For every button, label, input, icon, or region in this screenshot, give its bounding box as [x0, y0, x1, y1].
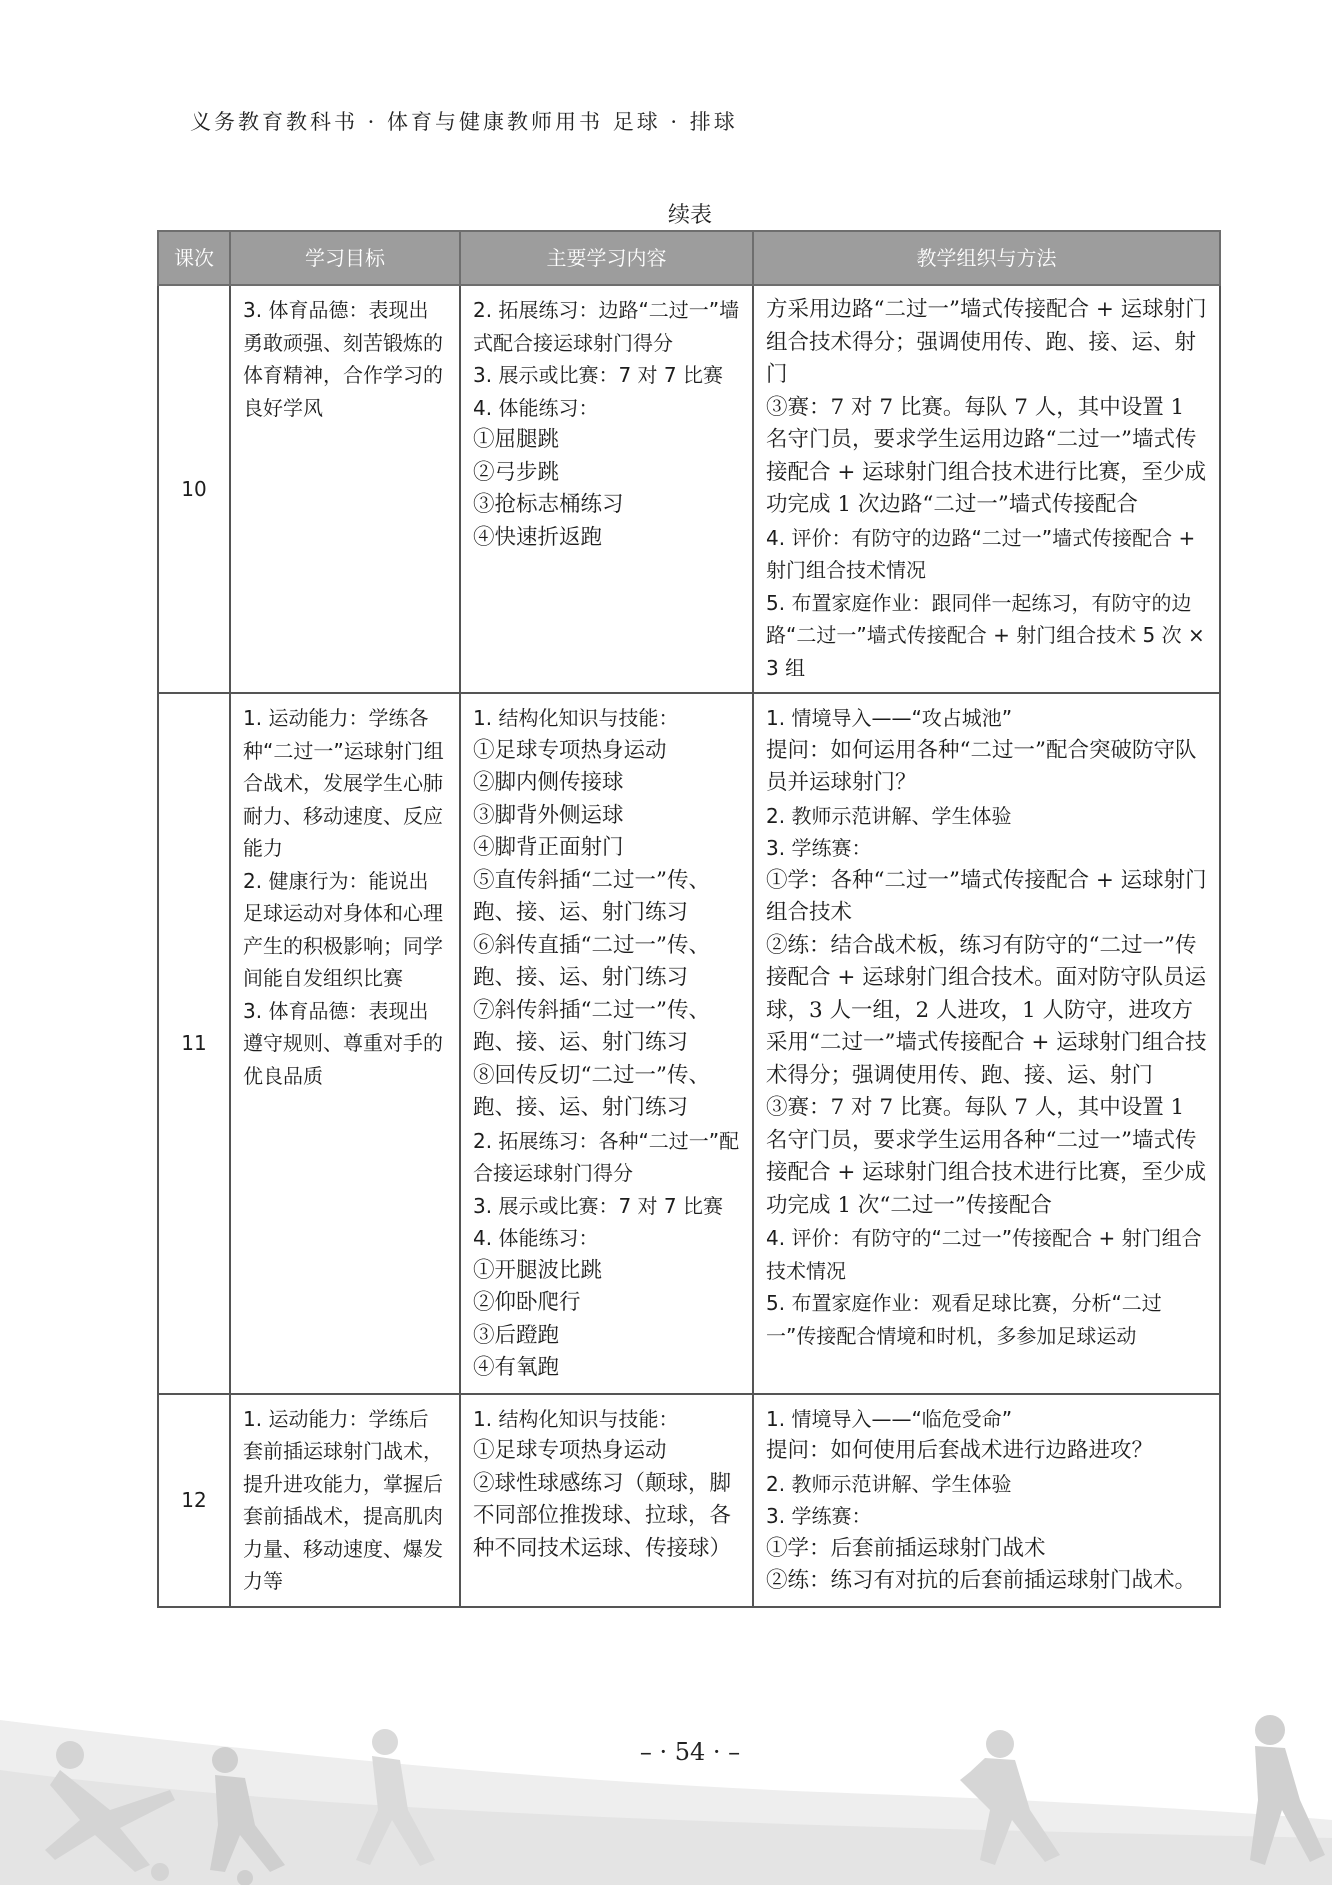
content-line: ⑧回传反切“二过一”传、跑、接、运、射门练习 — [473, 1062, 710, 1120]
running-head: 义务教育教科书 · 体育与健康教师用书 足球 · 排球 — [190, 110, 738, 134]
content-line: ②弓步跳 — [473, 459, 560, 485]
table-row — [158, 693, 1220, 1394]
column-header-goals: 学习目标 — [230, 231, 460, 285]
goals-line: 1. 运动能力：学练后套前插运球射门战术，提升进攻能力，掌握后套前插战术，提高肌肉力量、移动速度、爆发力等 — [243, 1406, 443, 1593]
content-line: ⑦斜传斜插“二过一”传、跑、接、运、射门练习 — [473, 997, 710, 1055]
content-line: 3. 展示或比赛：7 对 7 比赛 — [473, 363, 723, 387]
content-line: 4. 体能练习： — [473, 1226, 599, 1250]
methods-cell — [753, 693, 1220, 1394]
content-line: 4. 体能练习： — [473, 395, 599, 420]
methods-line: ③赛：7 对 7 比赛。每队 7 人，其中设置 1 名守门员，要求学生运用边路“二过一”墙式传接配合 + 运球射门组合技术进行比赛，至少成功完成 1 次边路“二过一”墙式传接配合 — [766, 394, 1207, 517]
content-line: ③后蹬跑 — [473, 1322, 560, 1348]
goals-line: 3. 体育品德：表现出遵守规则、尊重对手的优良品质 — [243, 998, 443, 1088]
table-row — [158, 1394, 1220, 1607]
methods-line: 2. 教师示范讲解、学生体验 — [766, 803, 1012, 828]
methods-line: 1. 情境导入——“攻占城池” — [766, 706, 1013, 730]
content-line: 3. 展示或比赛：7 对 7 比赛 — [473, 1193, 723, 1218]
lesson-number-cell: 10 — [158, 285, 230, 693]
methods-line: 5. 布置家庭作业：跟同伴一起练习，有防守的边路“二过一”墙式传接配合 + 射门组合技术 5 次 ×3 组 — [766, 590, 1205, 680]
methods-cell — [753, 285, 1220, 693]
content-line: 1. 结构化知识与技能： — [473, 706, 679, 730]
goals-cell — [230, 285, 460, 693]
column-header-content: 主要学习内容 — [460, 231, 753, 285]
content-line: ②仰卧爬行 — [473, 1290, 581, 1315]
methods-line: 提问：如何使用后套战术进行边路进攻？ — [766, 1438, 1154, 1463]
content-line: ②脚内侧传接球 — [473, 770, 624, 795]
content-line: ④快速折返跑 — [473, 524, 603, 550]
content-cell — [460, 285, 753, 693]
content-line: ④有氧跑 — [473, 1355, 560, 1380]
column-header-methods: 教学组织与方法 — [753, 231, 1220, 285]
content-line: ①足球专项热身运动 — [473, 1438, 667, 1463]
methods-line: 2. 教师示范讲解、学生体验 — [766, 1471, 1012, 1496]
content-line: ①足球专项热身运动 — [473, 737, 667, 763]
methods-line: ③赛：7 对 7 比赛。每队 7 人，其中设置 1 名守门员，要求学生运用各种“二过一”墙式传接配合 + 运球射门组合技术进行比赛，至少成功完成 1 次“二过一”传接配合 — [766, 1095, 1207, 1218]
goals-line: 3. 体育品德：表现出勇敢顽强、刻苦锻炼的体育精神，合作学习的良好学风 — [243, 298, 443, 420]
methods-line: 方采用边路“二过一”墙式传接配合 + 运球射门组合技术得分；强调使用传、跑、接、运、射门 — [766, 297, 1207, 387]
methods-line: ①学：后套前插运球射门战术 — [766, 1535, 1046, 1561]
methods-line: ②练：结合战术板，练习有防守的“二过一”传接配合 + 运球射门组合技术。面对防守队员运球，3 人一组，2 人进攻，1 人防守，进攻方采用“二过一”墙式传接配合 + 运球射门组合技术得分；强调使用传、跑、接、运、射门 — [766, 932, 1207, 1088]
methods-line: ②练：练习有对抗的后套前插运球射门战术。 — [766, 1568, 1197, 1593]
methods-line: ①学：各种“二过一”墙式传接配合 + 运球射门组合技术 — [766, 867, 1207, 925]
goals-cell — [230, 1394, 460, 1607]
content-line: 2. 拓展练习：各种“二过一”配合接运球射门得分 — [473, 1128, 740, 1185]
methods-cell — [753, 1394, 1220, 1607]
methods-line: 提问：如何运用各种“二过一”配合突破防守队员并运球射门？ — [766, 737, 1197, 795]
content-line: ①开腿波比跳 — [473, 1257, 603, 1283]
methods-line: 5. 布置家庭作业：观看足球比赛，分析“二过一”传接配合情境和时机，多参加足球运动 — [766, 1291, 1162, 1348]
methods-line: 3. 学练赛： — [766, 836, 872, 860]
lesson-number-cell: 12 — [158, 1394, 230, 1607]
content-line: ③抢标志桶练习 — [473, 492, 624, 517]
content-line: ①屈腿跳 — [473, 427, 560, 452]
lesson-plan-table — [157, 230, 1221, 1608]
content-line: ⑤直传斜插“二过一”传、跑、接、运、射门练习 — [473, 867, 710, 925]
table-caption: 续表 — [667, 203, 712, 228]
goals-line: 1. 运动能力：学练各种“二过一”运球射门组合战术，发展学生心肺耐力、移动速度、反应能力 — [243, 706, 444, 860]
content-cell — [460, 693, 753, 1394]
lesson-number-cell: 11 — [158, 693, 230, 1394]
content-cell — [460, 1394, 753, 1607]
goals-line: 2. 健康行为：能说出足球运动对身体和心理产生的积极影响；同学间能自发组织比赛 — [243, 868, 443, 990]
page-number: – · 54 · – — [639, 1738, 741, 1766]
table-header-row — [158, 231, 1220, 285]
content-line: ④脚背正面射门 — [473, 835, 624, 860]
methods-line: 1. 情境导入——“临危受命” — [766, 1406, 1013, 1431]
methods-line: 4. 评价：有防守的“二过一”传接配合 + 射门组合技术情况 — [766, 1226, 1202, 1283]
footer-sports-silhouettes — [0, 1660, 1332, 1885]
goals-cell — [230, 693, 460, 1394]
column-header-lesson: 课次 — [158, 231, 230, 285]
content-line: ②球性球感练习（颠球，脚不同部位推拨球、拉球，各种不同技术运球、传接球） — [473, 1470, 732, 1561]
table-row — [158, 285, 1220, 693]
methods-line: 4. 评价：有防守的边路“二过一”墙式传接配合 + 射门组合技术情况 — [766, 525, 1196, 582]
content-line: ⑥斜传直插“二过一”传、跑、接、运、射门练习 — [473, 932, 710, 990]
methods-line: 3. 学练赛： — [766, 1504, 872, 1528]
content-line: 1. 结构化知识与技能： — [473, 1406, 679, 1431]
content-line: ③脚背外侧运球 — [473, 802, 624, 828]
content-line: 2. 拓展练习：边路“二过一”墙式配合接运球射门得分 — [473, 298, 740, 355]
